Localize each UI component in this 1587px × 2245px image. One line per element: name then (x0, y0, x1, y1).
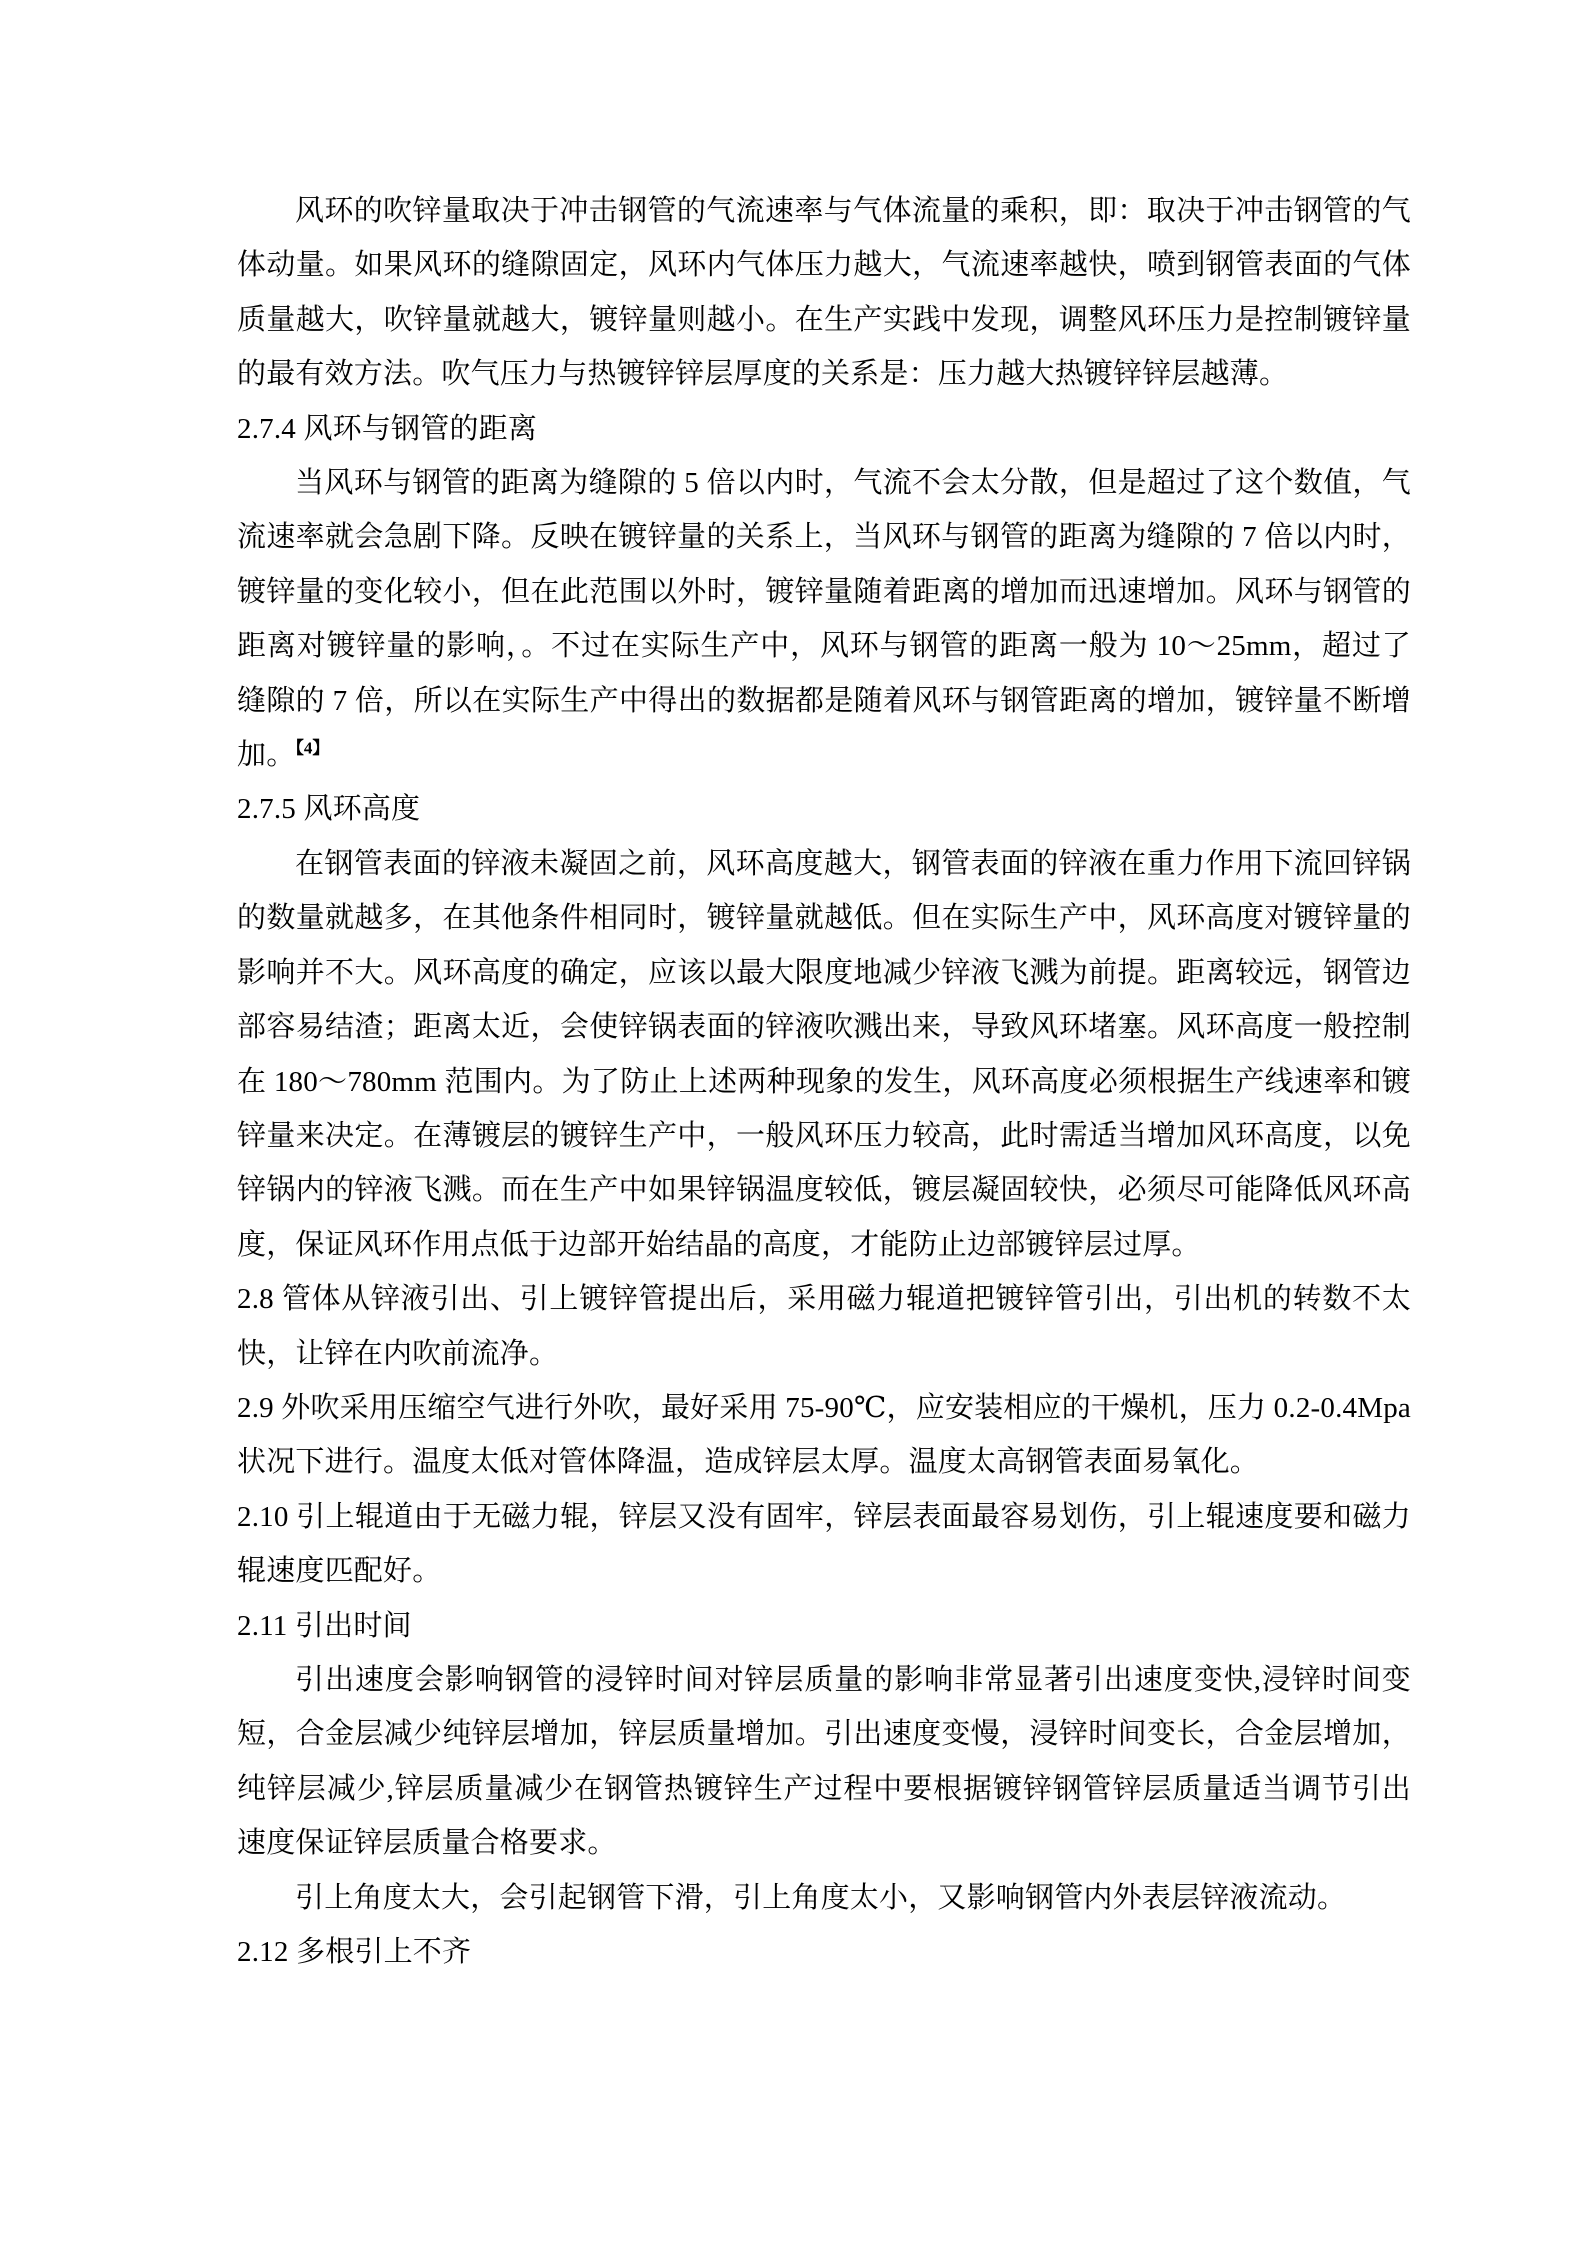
paragraph (237, 1381, 1411, 1490)
section-heading (237, 1925, 1411, 1979)
paragraph (237, 1653, 1411, 1871)
paragraph (237, 837, 1411, 1272)
paragraph (237, 1490, 1411, 1599)
paragraph-text: 2.7.5 风环高度 (237, 793, 421, 826)
paragraph (237, 1272, 1411, 1381)
paragraph-text: 引出速度会影响钢管的浸锌时间对锌层质量的影响非常显著引出速度变快,浸锌时间变短，合金层减少纯锌层增加，锌层质量增加。引出速度变慢，浸锌时间变长，合金层增加，纯锌层减少,锌层质量减少在钢管热镀锌生产过程中要根据镀锌钢管锌层质量适当调节引出速度保证锌层质量合格要求。 (237, 1663, 1411, 1860)
section-heading (237, 402, 1411, 456)
section-heading (237, 1599, 1411, 1653)
paragraph-text: 2.10 引上辊道由于无磁力辊，锌层又没有固牢，锌层表面最容易划伤，引上辊速度要和磁力辊速度匹配好。 (237, 1500, 1411, 1588)
paragraph-text: 2.11 引出时间 (237, 1609, 412, 1642)
paragraph (237, 184, 1411, 402)
footnote-reference: 【4】 (295, 738, 330, 758)
document-body (237, 184, 1411, 1979)
paragraph (237, 1871, 1411, 1925)
paragraph-text: 2.12 多根引上不齐 (237, 1936, 472, 1968)
section-heading (237, 782, 1411, 836)
paragraph-text: 在钢管表面的锌液未凝固之前，风环高度越大，钢管表面的锌液在重力作用下流回锌锅的数量就越多，在其他条件相同时，镀锌量就越低。但在实际生产中，风环高度对镀锌量的影响并不大。风环高度的确定，应该以最大限度地减少锌液飞溅为前提。距离较远，钢管边部容易结渣；距离太近，会使锌锅表面的锌液吹溅出来，导致风环堵塞。风环高度一般控制在 180～780mm 范围内。为了防止上述两种现象的发生，风环高度必须根据生产线速率和镀锌量来决定。在薄镀层的镀锌生产中，一般风环压力较高，此时需适当增加风环高度，以免锌锅内的锌液飞溅。而在生产中如果锌锅温度较低，镀层凝固较快，必须尽可能降低风环高度，保证风环作用点低于边部开始结晶的高度，才能防止边部镀锌层过厚。 (237, 847, 1411, 1261)
paragraph-text: 风环的吹锌量取决于冲击钢管的气流速率与气体流量的乘积，即：取决于冲击钢管的气体动量。如果风环的缝隙固定，风环内气体压力越大，气流速率越快，喷到钢管表面的气体质量越大，吹锌量就越大，镀锌量则越小。在生产实践中发现，调整风环压力是控制镀锌量的最有效方法。吹气压力与热镀锌锌层厚度的关系是：压力越大热镀锌锌层越薄。 (237, 195, 1411, 391)
paragraph-text: 2.8 管体从锌液引出、引上镀锌管提出后，采用磁力辊道把镀锌管引出，引出机的转数不太快，让锌在内吹前流净。 (237, 1283, 1411, 1370)
paragraph (237, 456, 1411, 782)
paragraph-text: 引上角度太大，会引起钢管下滑，引上角度太小，又影响钢管内外表层锌液流动。 (295, 1881, 1347, 1914)
paragraph-text: 当风环与钢管的距离为缝隙的 5 倍以内时，气流不会太分散，但是超过了这个数值，气流速率就会急剧下降。反映在镀锌量的关系上，当风环与钢管的距离为缝隙的 7 倍以内时，镀锌量的变化较小，但在此范围以外时，镀锌量随着距离的增加而迅速增加。风环与钢管的距离对镀锌量的影响，。不过在实际生产中，风环与钢管的距离一般为 10～25mm，超过了缝隙的 7 倍，所以在实际生产中得出的数据都是随着风环与钢管距离的增加，镀锌量不断增加。 (237, 467, 1411, 772)
paragraph-text: 2.9 外吹采用压缩空气进行外吹，最好采用 75-90℃，应安装相应的干燥机，压力 0.2-0.4Mpa 状况下进行。温度太低对管体降温，造成锌层太厚。温度太高钢管表面易氧化。 (237, 1391, 1411, 1479)
paragraph-text: 2.7.4 风环与钢管的距离 (237, 412, 538, 445)
